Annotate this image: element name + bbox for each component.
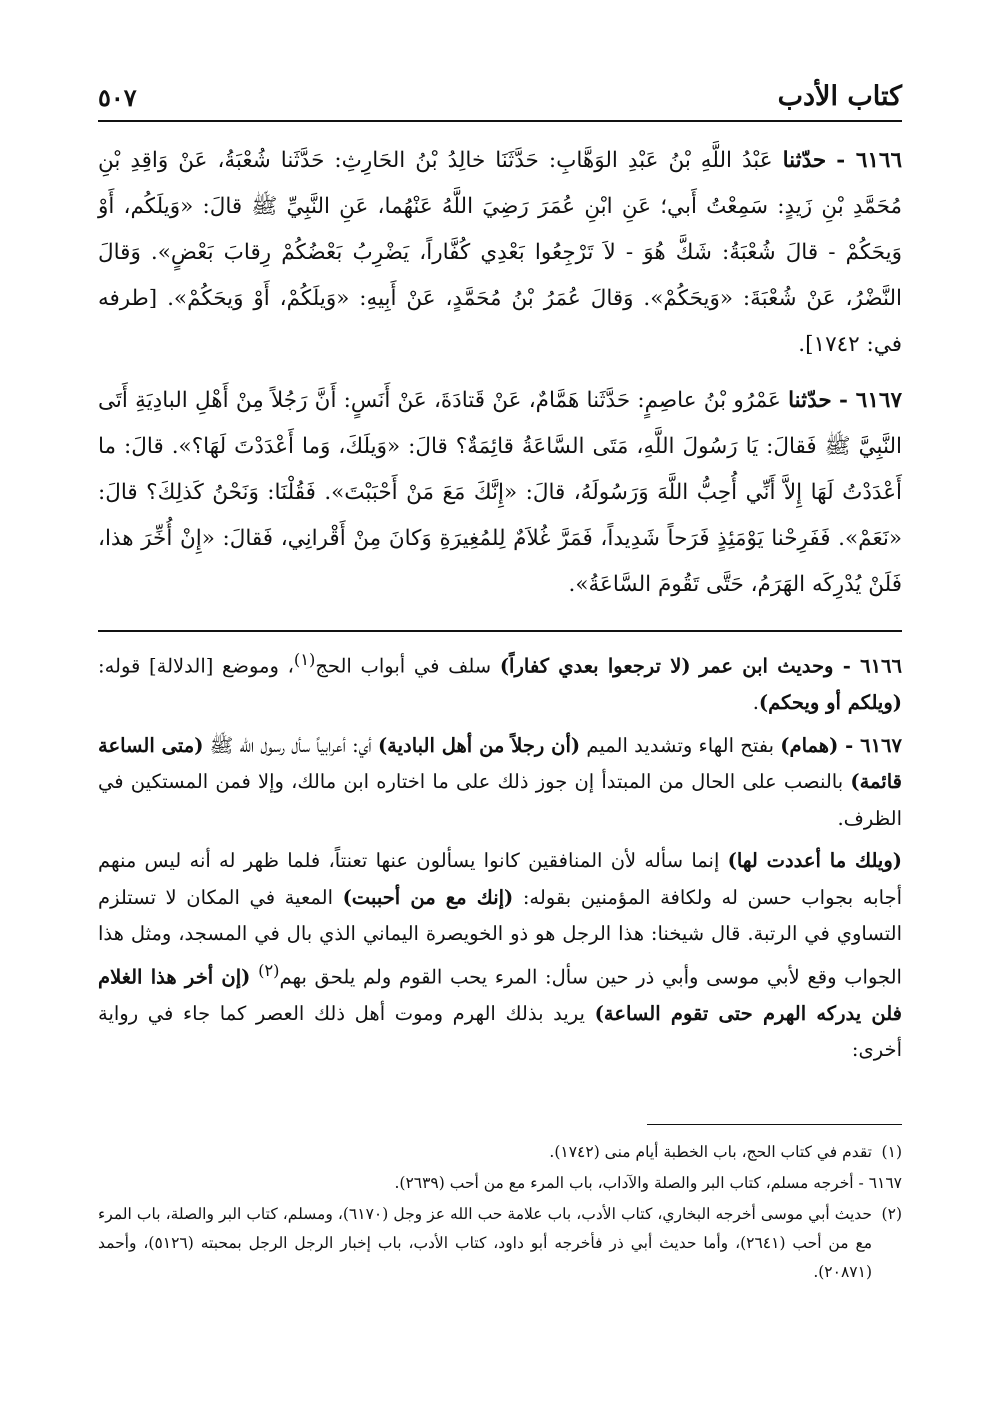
hadith-body: عَمْرُو بْنُ عاصِمٍ: حَدَّثَنا هَمَّامٌ، عَنْ قَتادَةَ، عَنْ أَنَسٍ: أَنَّ رَجُلاً مِنْ أَهْلِ البادِيَةِ أَتَى النَّبِيَّ ﷺ فَقالَ: يَا رَسُولَ اللَّهِ، مَتَى السَّاعَةُ قائِمَةٌ؟ قالَ: «وَيلَكَ، وَما أَعْدَدْتَ لَهَا؟». قالَ: ما أَعْدَدْتُ لَهَا إِلاَّ أَنِّي أُحِبُّ اللَّهَ وَرَسُولَهُ، قالَ: «إِنَّكَ مَعَ مَنْ أَحْبَبْتَ». فَقُلْنَا: وَنَحْنُ كَذلِكَ؟ قالَ: «نَعَمْ». فَفَرِحْنا يَوْمَئِذٍ فَرَحاً شَدِيداً، فَمَرَّ غُلاَمٌ لِلمُغِيرَةِ وَكانَ مِنْ أَقْرانِي، فَقالَ: «إِنْ أُخِّرَ هذا، فَلَنْ يُدْرِكَه الهَرَمُ، حَتَّى تَقُومَ السَّاعَةُ». xyxy=(98,388,902,597)
hadith-reference: [طرفه في: ١٧٤٢]. xyxy=(98,286,902,357)
footnote-text: ٦١٦٧ - أخرجه مسلم، كتاب البر والصلة والآداب، باب المرء مع من أحب (٢٦٣٩). xyxy=(394,1174,902,1192)
footnotes xyxy=(98,1138,902,1289)
hadith-text xyxy=(98,138,902,618)
commentary-text: ، وموضع [الدلالة] قوله: xyxy=(98,654,294,678)
quoted-phrase: (لا ترجعوا بعدي كفاراً) xyxy=(499,654,691,678)
hadith-number: ٦١٦٧ - xyxy=(838,388,902,413)
commentary-text: إنما سأله لأن المنافقين كانوا يسألون عنها تعنتاً، فلما ظهر له أنه ليس منهم أجابه بجواب حسن له ولكافة المؤمنين بقوله: xyxy=(98,849,903,909)
quoted-phrase: (ويلك ما أعددت لها) xyxy=(727,849,902,872)
footnote-ref: (١) xyxy=(293,650,316,669)
quoted-phrase: (إن أخر هذا الغلام فلن يدركه الهرم حتى تقوم الساعة) xyxy=(98,965,902,1025)
footnote-text: حديث أبي موسى أخرجه البخاري، كتاب الأدب، باب علامة حب الله عز وجل (٦١٧٠)، ومسلم، كتاب البر والصلة، باب المرء مع من أحب (٢٦٤١)، وأما حديث أبي ذر فأخرجه أبو داود، كتاب الأدب، باب إخبار الرجل الرجل بمحبته (٥١٢٦)، وأحمد (٢٠٨٧١). xyxy=(98,1205,872,1281)
commentary-text: . xyxy=(752,691,759,714)
quoted-phrase: (ويلكم أو ويحكم) xyxy=(758,691,902,714)
page-number: ٥٠٧ xyxy=(98,83,137,112)
footnote-number: (٢) xyxy=(881,1205,902,1223)
footnote-number: (١) xyxy=(881,1143,902,1161)
footnote-rule xyxy=(647,1124,902,1125)
footnote-takhrij xyxy=(98,1169,902,1198)
hadith-number: ٦١٦٦ - xyxy=(836,148,903,173)
hadith-6166 xyxy=(98,138,902,368)
commentary-text: يريد بذلك الهرم وموت أهل ذلك العصر كما جاء في رواية أخرى: xyxy=(98,1001,902,1061)
footnote-ref: (٢) xyxy=(258,960,280,980)
footnote-2 xyxy=(98,1200,902,1287)
commentary-text: المعية في المكان لا تستلزم التساوي في الرتبة. قال شيخنا: هذا الرجل هو ذو الخويصرة اليماني الذي بال في المسجد، ومثل هذا الجواب وقع لأبي موسى وأبي ذر حين سأل: المرء يحب القوم ولم يلحق بهم xyxy=(98,885,902,988)
commentary xyxy=(98,642,902,1075)
header-rule xyxy=(98,120,902,122)
hadith-body: عَبْدُ اللَّهِ بْنُ عَبْدِ الوَهَّابِ: حَدَّثَنَا خالِدُ بْنُ الحَارِثِ: حَدَّثَنا شُعْبَةُ، عَنْ وَاقِدِ بْنِ مُحَمَّدِ بْنِ زَيدٍ: سَمِعْتُ أَبي؛ عَنِ ابْنِ عُمَرَ رَضِيَ اللَّهُ عَنْهُما، عَنِ النَّبِيِّ ﷺ قالَ: «وَيلَكُم، أَوْ وَيحَكُمْ - قالَ شُعْبَةُ: شَكَّ هُوَ - لاَ تَرْجِعُوا بَعْدِي كُفَّاراً، يَضْرِبُ بَعْضُكُمْ رِقابَ بَعْضٍ». وَقالَ النَّضْرُ، عَنْ شُعْبَةَ: «وَيحَكُمْ». وَقالَ عُمَرُ بْنُ مُحَمَّدٍ، عَنْ أَبِيهِ: «وَيلَكُمْ، أَوْ وَيحَكُمْ». xyxy=(98,148,902,311)
quoted-phrase: (إنك مع من أحببت) xyxy=(342,885,514,909)
chapter-title: كتاب الأدب xyxy=(777,81,902,112)
commentary-6167 xyxy=(98,728,902,838)
footnote-text: تقدم في كتاب الحج، باب الخطبة أيام منى (١٧٤٢). xyxy=(549,1143,872,1161)
commentary-text: سلف في أبواب الحج xyxy=(315,654,492,678)
hadith-heading: حدّثنا xyxy=(788,388,832,413)
running-header xyxy=(98,62,902,112)
commentary-text: بالنصب على الحال من المبتدأ إن جوز ذلك على ما اختاره ابن مالك، وإلا فمن المستكين في الظرف. xyxy=(98,770,902,830)
quoted-phrase: (أن رجلاً من أهل البادية) xyxy=(377,733,581,757)
commentary-lead: ٦١٦٧ - (همام) xyxy=(780,733,903,757)
section-divider xyxy=(98,630,902,632)
commentary-text: أي: أعرابياً سأل رسول الله ﷺ xyxy=(209,733,372,757)
commentary-text: بفتح الهاء وتشديد الميم xyxy=(586,733,775,757)
commentary-6166 xyxy=(98,642,902,722)
hadith-6167 xyxy=(98,378,902,608)
commentary-continued xyxy=(98,843,902,1069)
hadith-heading: حدّثنا xyxy=(782,148,827,173)
commentary-lead: ٦١٦٦ - وحديث ابن عمر xyxy=(699,654,903,678)
footnote-1 xyxy=(98,1138,902,1167)
quoted-phrase: (متى الساعة قائمة) xyxy=(98,733,902,793)
